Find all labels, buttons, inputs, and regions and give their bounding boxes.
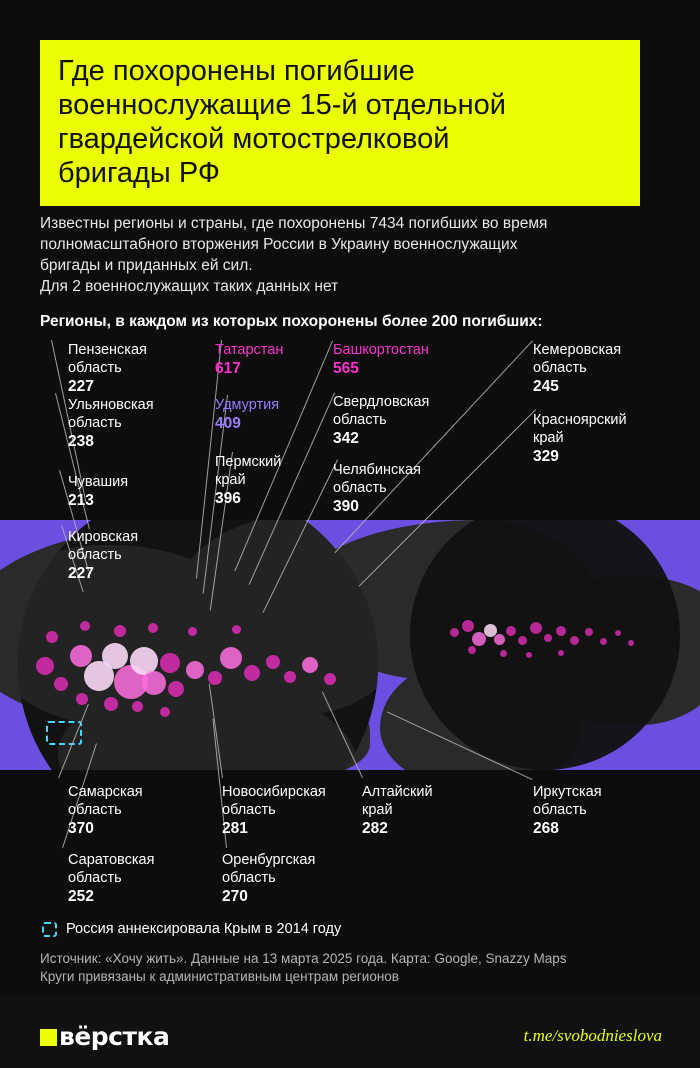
logo-text: вёрстка bbox=[59, 1022, 170, 1051]
callout-kemerovskaya bbox=[533, 341, 621, 396]
title-line-3: гвардейской мотострелковой bbox=[58, 123, 450, 155]
callout-chelyabinskaya bbox=[333, 461, 421, 516]
callout-udmurtiya bbox=[215, 396, 279, 433]
callout-label: Оренбургская bbox=[222, 852, 316, 868]
callout-krasnoyarskiy-kray bbox=[533, 411, 627, 466]
title-line-4: бригады РФ bbox=[58, 157, 220, 189]
callout-label: край bbox=[215, 472, 246, 488]
callout-ulyanovskaya bbox=[68, 396, 154, 451]
callout-tatarstan bbox=[215, 341, 283, 378]
callout-label: Башкортостан bbox=[333, 342, 429, 358]
callout-value: 268 bbox=[533, 820, 559, 837]
callout-value: 227 bbox=[68, 378, 94, 395]
callout-label: Челябинская bbox=[333, 462, 421, 478]
callout-value: 227 bbox=[68, 565, 94, 582]
callout-value: 329 bbox=[533, 448, 559, 465]
callout-label: Татарстан bbox=[215, 342, 284, 358]
callout-label: область bbox=[222, 802, 276, 818]
callout-value: 213 bbox=[68, 492, 94, 509]
callout-value: 282 bbox=[362, 820, 388, 837]
callout-value: 396 bbox=[215, 490, 241, 507]
callout-value: 281 bbox=[222, 820, 248, 837]
callout-label: область bbox=[533, 360, 587, 376]
callout-saratovskaya bbox=[68, 851, 154, 906]
callout-irkutskaya bbox=[533, 783, 602, 838]
callout-label: область bbox=[68, 547, 122, 563]
callout-permskiy-kray bbox=[215, 453, 281, 508]
intro-line-2: полномасштабного вторжения России в Украину военнослужащих bbox=[40, 236, 518, 253]
callout-label: Свердловская bbox=[333, 394, 430, 410]
callout-label: Саратовская bbox=[68, 852, 155, 868]
intro-line-4: Для 2 военнослужащих таких данных нет bbox=[40, 278, 339, 295]
callout-label: Кировская bbox=[68, 529, 139, 545]
intro-paragraph bbox=[40, 213, 660, 297]
callout-value: 409 bbox=[215, 415, 241, 432]
telegram-link[interactable]: t.me/svobodnieslova bbox=[523, 1026, 662, 1045]
callout-orenburgskaya bbox=[222, 851, 315, 906]
callout-label: Алтайский bbox=[362, 784, 433, 800]
logo-square-icon bbox=[40, 1029, 57, 1046]
intro-line-3: бригады и приданных ей сил. bbox=[40, 257, 253, 274]
callout-label: Пензенская bbox=[68, 342, 147, 358]
callout-label: Самарская bbox=[68, 784, 143, 800]
callout-samarskaya bbox=[68, 783, 143, 838]
callout-value: 390 bbox=[333, 498, 359, 515]
callout-label: область bbox=[333, 412, 387, 428]
title-line-1: Где похоронены погибшие bbox=[58, 55, 415, 87]
callout-value: 370 bbox=[68, 820, 94, 837]
section-subheading: Регионы, в каждом из которых похоронены более 200 погибших: bbox=[40, 313, 543, 330]
brand-logo bbox=[40, 1022, 169, 1051]
source-note bbox=[40, 950, 680, 986]
callout-value: 238 bbox=[68, 433, 94, 450]
callout-label: Чувашия bbox=[68, 474, 129, 490]
callout-value: 342 bbox=[333, 430, 359, 447]
callout-altayskiy-kray bbox=[362, 783, 433, 838]
callout-label: область bbox=[68, 802, 122, 818]
callout-penzenskaya bbox=[68, 341, 147, 396]
callout-label: Ульяновская bbox=[68, 397, 154, 413]
callout-label: край bbox=[533, 430, 564, 446]
callout-label: область bbox=[533, 802, 587, 818]
source-line-2: Круги привязаны к административным центрам регионов bbox=[40, 969, 399, 984]
callout-kirovskaya bbox=[68, 528, 138, 583]
legend-label: Россия аннексировала Крым в 2014 году bbox=[66, 921, 342, 937]
callout-label: область bbox=[68, 415, 122, 431]
callout-label: область bbox=[222, 870, 276, 886]
callout-value: 252 bbox=[68, 888, 94, 905]
callout-label: Красноярский bbox=[533, 412, 627, 428]
callout-chuvashiya bbox=[68, 473, 128, 510]
callout-label: область bbox=[68, 360, 122, 376]
callout-novosibirskaya bbox=[222, 783, 326, 838]
dashed-box-icon bbox=[42, 922, 57, 937]
callout-label: Удмуртия bbox=[215, 397, 280, 413]
title-block bbox=[40, 40, 640, 206]
callout-label: край bbox=[362, 802, 393, 818]
callout-value: 270 bbox=[222, 888, 248, 905]
callout-label: Новосибирская bbox=[222, 784, 326, 800]
callout-value: 617 bbox=[215, 360, 241, 377]
intro-line-1: Известны регионы и страны, где похоронены 7434 погибших во время bbox=[40, 215, 548, 232]
callout-label: Иркутская bbox=[533, 784, 602, 800]
callout-sverdlovskaya bbox=[333, 393, 429, 448]
callout-label: Кемеровская bbox=[533, 342, 622, 358]
title-line-2: военнослужащие 15-й отдельной bbox=[58, 89, 506, 121]
callout-label: Пермский bbox=[215, 454, 282, 470]
callout-label: область bbox=[68, 870, 122, 886]
source-line-1: Источник: «Хочу жить». Данные на 13 марта 2025 года. Карта: Google, Snazzy Maps bbox=[40, 951, 567, 966]
callout-label: область bbox=[333, 480, 387, 496]
callout-value: 565 bbox=[333, 360, 359, 377]
legend bbox=[42, 921, 341, 937]
callout-bashkortostan bbox=[333, 341, 429, 378]
callout-value: 245 bbox=[533, 378, 559, 395]
